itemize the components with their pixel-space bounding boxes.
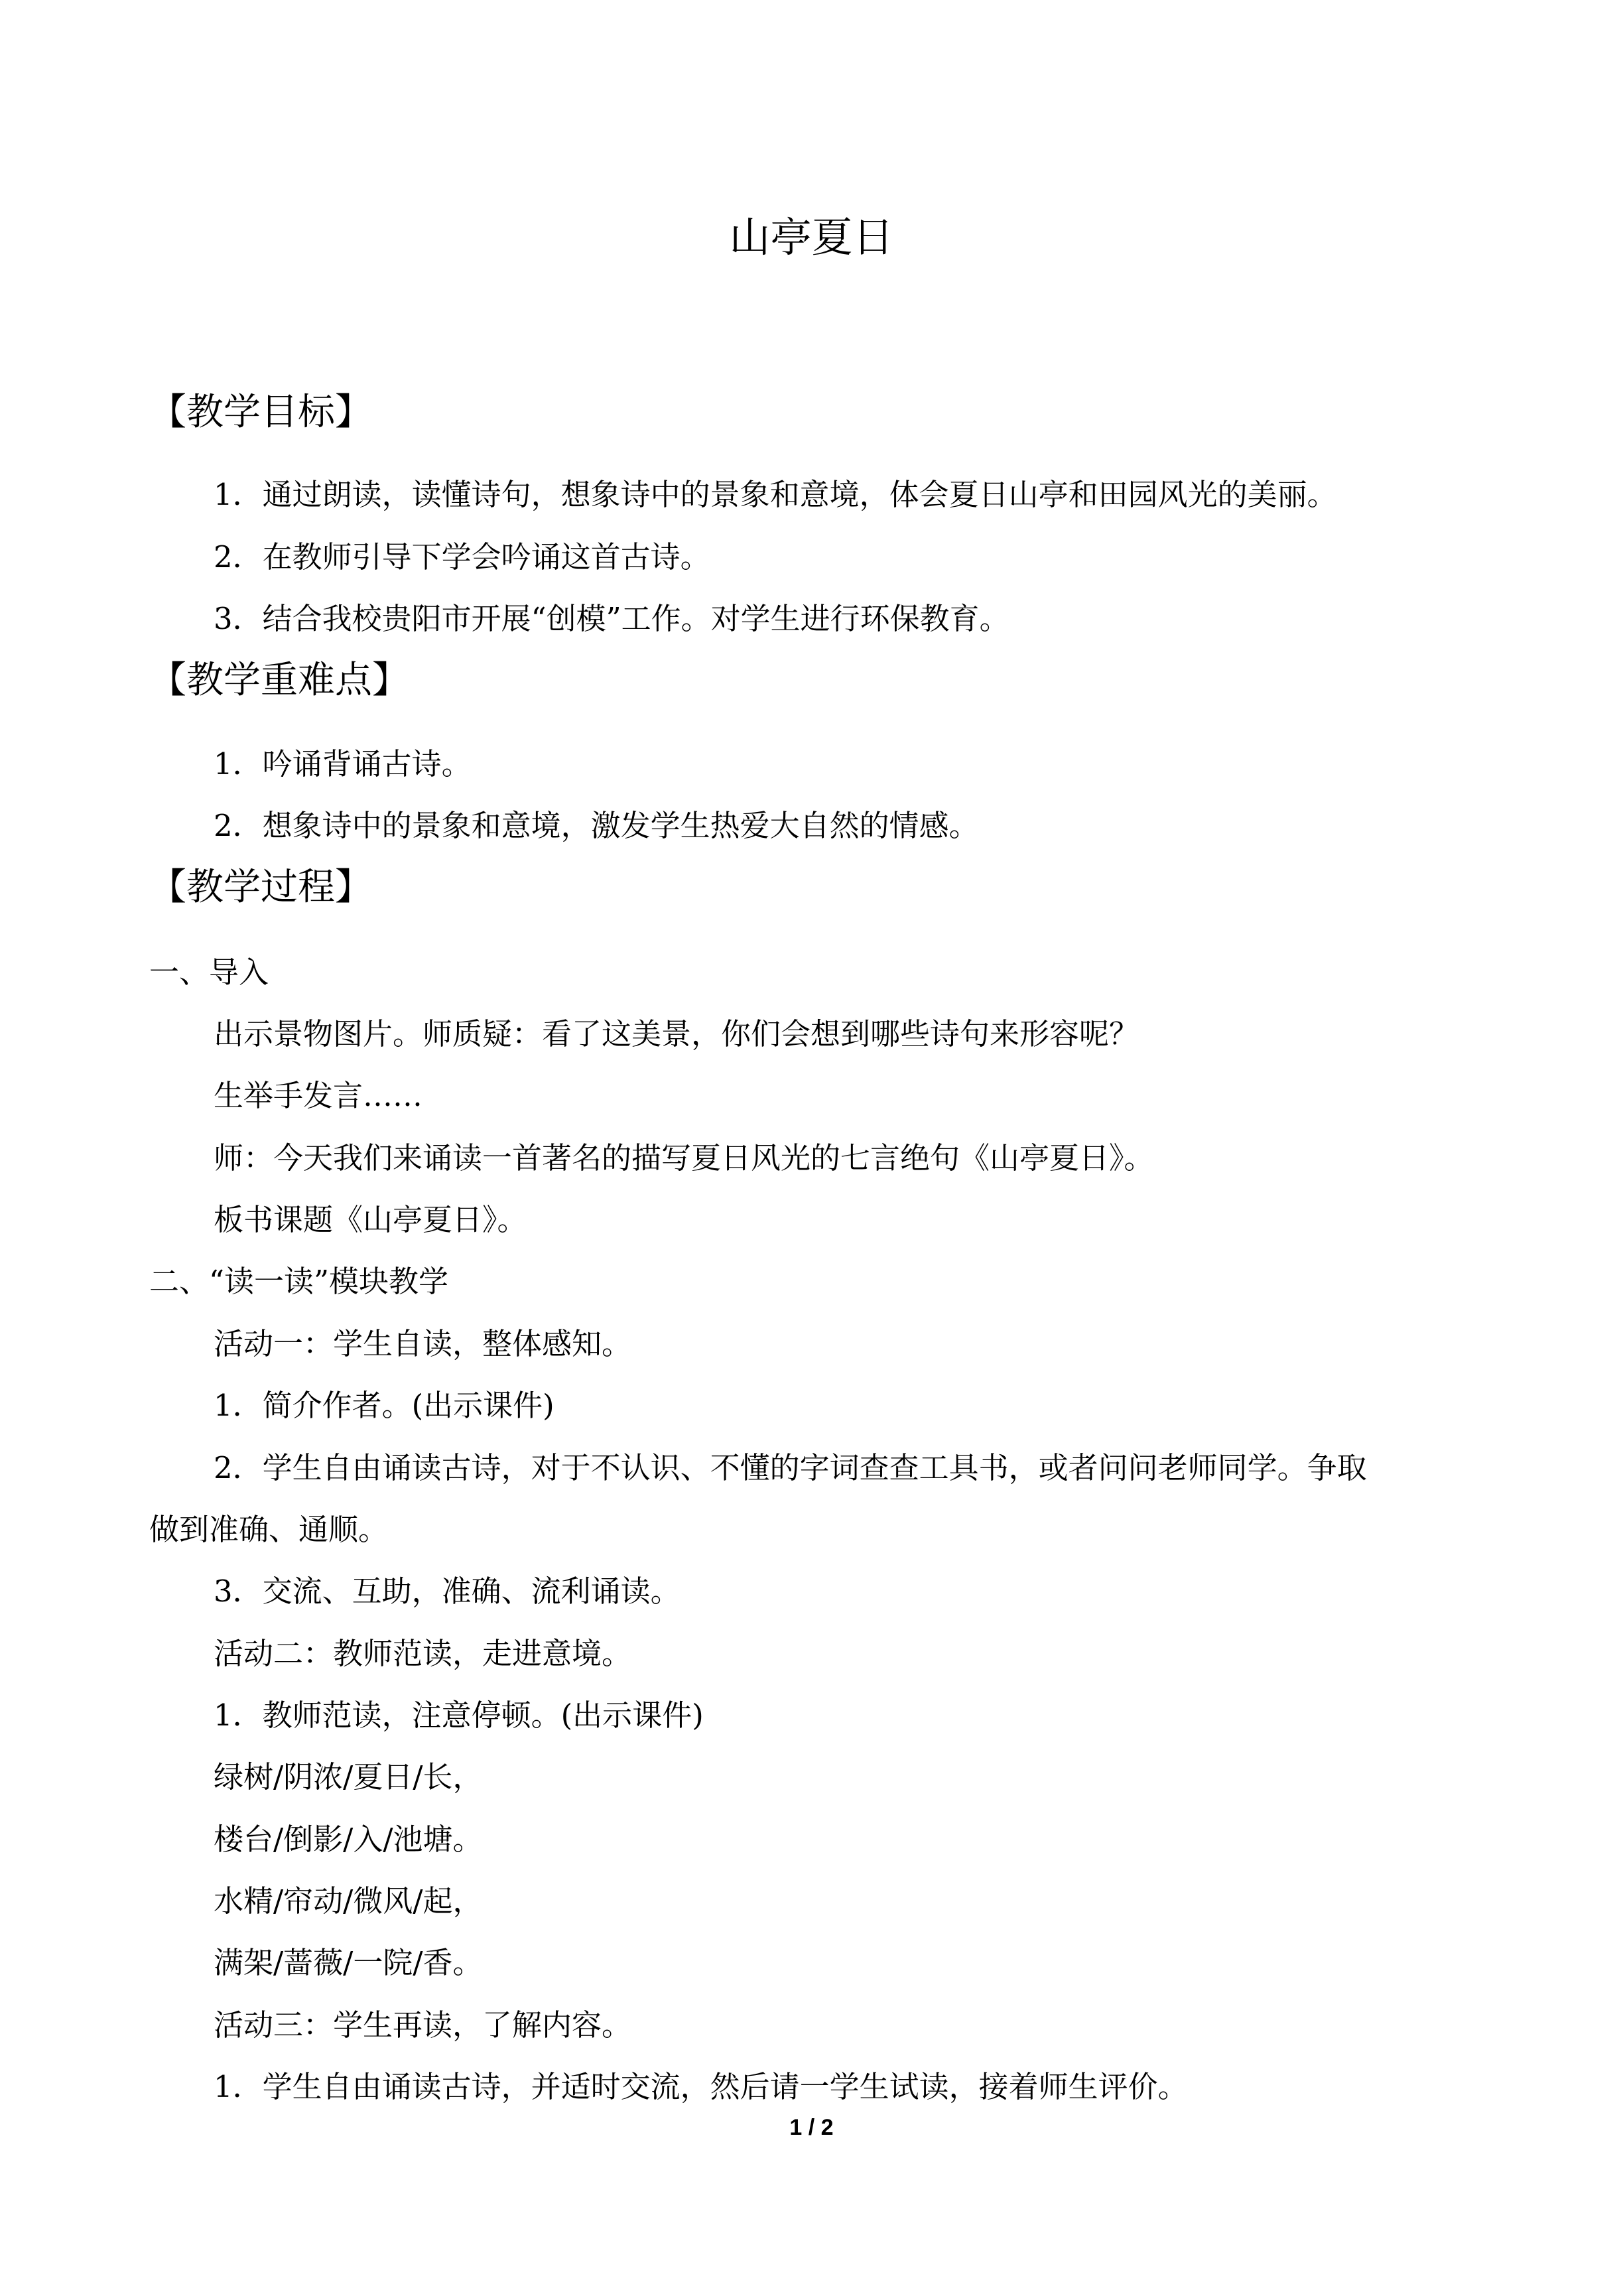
poem-line: 楼台/倒影/入/池塘。	[214, 1822, 483, 1857]
part1-line: 出示景物图片。师质疑：看了这美景，你们会想到哪些诗句来形容呢？	[214, 1016, 1139, 1051]
activity3: 活动三：学生再读，了解内容。	[214, 2007, 632, 2043]
activity1-item2-cont: 做到准确、通顺。	[149, 1512, 389, 1547]
page-title: 山亭夏日	[729, 213, 894, 261]
key-point-item: 1．吟诵背诵古诗。	[214, 746, 472, 781]
activity3-item1: 1．学生自由诵读古诗，并适时交流，然后请一学生试读，接着师生评价。	[214, 2069, 1188, 2104]
poem-line: 绿树/阴浓/夏日/长，	[214, 1759, 483, 1794]
goal-item: 3．结合我校贵阳市开展“创模”工作。对学生进行环保教育。	[214, 601, 1009, 636]
part2-title: 二、“读一读”模块教学	[149, 1264, 449, 1299]
activity2-item1: 1．教师范读，注意停顿。(出示课件)	[214, 1698, 704, 1733]
page-number: 1 / 2	[789, 2115, 834, 2140]
process-heading: 【教学过程】	[149, 866, 372, 909]
poem-line: 水精/帘动/微风/起，	[214, 1883, 483, 1919]
part1-line: 生举手发言……	[214, 1078, 423, 1113]
key-point-item: 2．想象诗中的景象和意境，激发学生热爱大自然的情感。	[214, 808, 979, 843]
activity1-item1: 1．简介作者。(出示课件)	[214, 1388, 554, 1423]
goal-item: 2．在教师引导下学会吟诵这首古诗。	[214, 539, 710, 574]
key-points-heading: 【教学重难点】	[149, 659, 409, 702]
activity1-item2: 2．学生自由诵读古诗，对于不认识、不懂的字词查查工具书，或者问问老师同学。争取	[214, 1450, 1367, 1485]
activity1: 活动一：学生自读，整体感知。	[214, 1326, 632, 1361]
part1-title: 一、导入	[149, 955, 269, 990]
activity2: 活动二：教师范读，走进意境。	[214, 1636, 632, 1671]
poem-line: 满架/蔷薇/一院/香。	[214, 1945, 483, 1980]
activity1-item3: 3．交流、互助，准确、流利诵读。	[214, 1574, 681, 1609]
goals-heading: 【教学目标】	[149, 391, 372, 434]
part1-line: 板书课题《山亭夏日》。	[214, 1202, 527, 1237]
part1-line: 师：今天我们来诵读一首著名的描写夏日风光的七言绝句《山亭夏日》。	[214, 1140, 1154, 1176]
goal-item: 1．通过朗读，读懂诗句，想象诗中的景象和意境，体会夏日山亭和田园风光的美丽。	[214, 477, 1337, 512]
